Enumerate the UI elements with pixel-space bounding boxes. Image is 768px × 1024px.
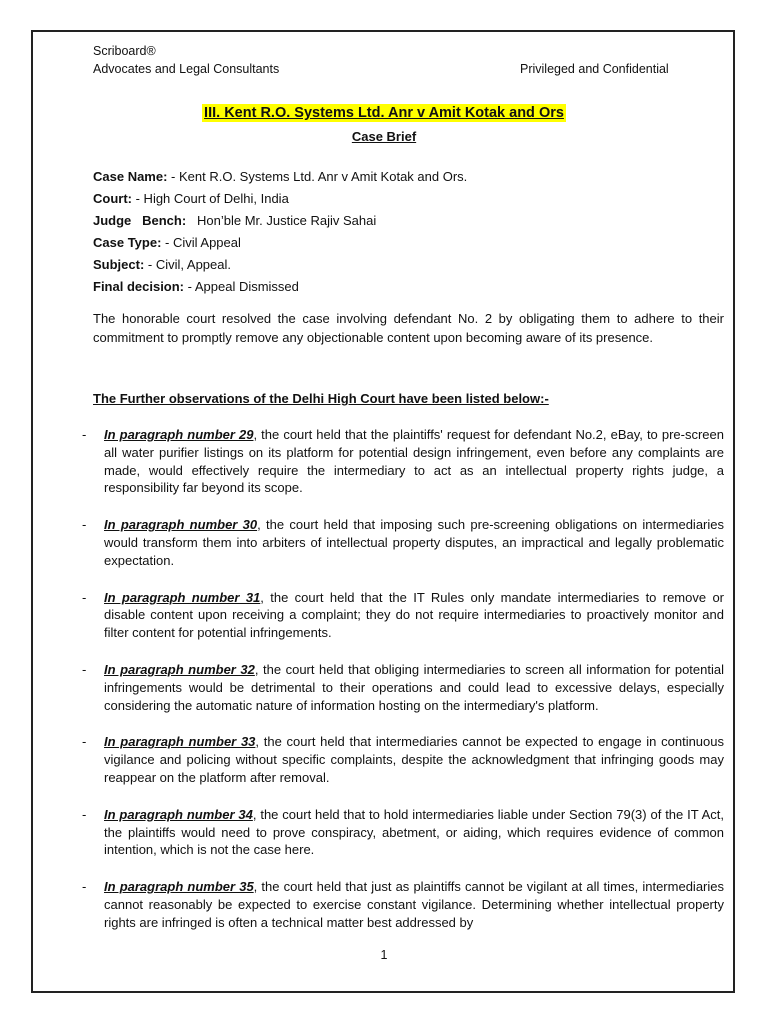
firm-name: Scriboard® [93, 44, 156, 58]
observation-item [33, 878, 733, 931]
bullet-dash: - [82, 589, 87, 605]
paragraph-reference: In paragraph number 33 [104, 734, 256, 750]
meta-label: Subject: [93, 257, 145, 272]
meta-value: Hon’ble Mr. Justice Rajiv Sahai [186, 213, 377, 228]
meta-value: - Civil, Appeal. [144, 257, 231, 272]
bullet-dash: - [82, 734, 87, 750]
paragraph-reference: In paragraph number 32 [104, 661, 255, 677]
meta-value: - Appeal Dismissed [184, 279, 299, 294]
observation-text: , the court held that intermediaries cannot be expected to engage in continuous vigilance and policing without specific complaints, despite the acknowledgment that infringing goods may reappear on the platform after removal. [104, 734, 725, 785]
page-number: 1 [380, 948, 388, 962]
observation-item [33, 426, 733, 497]
observation-text: , the court held that to hold intermediaries liable under Section 79(3) of the IT Act, the plaintiffs would need to prove conspiracy, abetment, or aiding, which requires evidence of common intention, which is not the case here. [104, 806, 724, 858]
observation-text: , the court held that just as plaintiffs cannot be vigilant at all times, intermediaries cannot reasonably be expected to exercise constant vigilance. Determining whether intellectual property rights are infringed is often a technical matter best addressed by [104, 879, 724, 930]
paragraph-reference: In paragraph number 34 [104, 806, 253, 822]
paragraph-reference: In paragraph number 31 [104, 589, 261, 605]
document-subtitle: Case Brief [351, 129, 417, 144]
confidentiality-label: Privileged and Confidential [520, 62, 669, 76]
meta-label: Judge Bench: [93, 213, 187, 228]
observation-item [33, 661, 733, 714]
meta-label: Case Name: [93, 169, 168, 184]
firm-tagline: Advocates and Legal Consultants [93, 62, 280, 76]
meta-label: Court: [93, 191, 132, 206]
observation-text: , the court held that the plaintiffs' request for defendant No.2, eBay, to pre-screen all water purifier listings on its platform for potential design infringement, even before any complaints are made, would effectively require the intermediary to act as an intellectual property rights judge, a responsibility far beyond its scope. [104, 427, 724, 496]
intro-paragraph: The honorable court resolved the case involving defendant No. 2 by obligating them to adhere to their commitment to promptly remove any objectionable content upon becoming aware of its presence. [93, 311, 724, 345]
observations-list [33, 426, 733, 944]
observations-heading: The Further observations of the Delhi High Court have been listed below:- [93, 391, 549, 406]
observation-item [33, 806, 733, 859]
paragraph-reference: In paragraph number 29 [104, 427, 254, 442]
observations-clip [33, 32, 733, 944]
observation-item [33, 733, 733, 786]
meta-label: Case Type: [93, 235, 162, 250]
meta-label: Final decision: [93, 279, 185, 294]
observation-text: , the court held that the IT Rules only mandate intermediaries to remove or disable content upon receiving a complaint; they do not require intermediaries to proactively monitor and filter content for potential infringements. [104, 589, 724, 641]
observation-text: , the court held that imposing such pre-screening obligations on intermediaries would transform them into arbiters of intellectual property disputes, an impractical and legally problematic expectation. [104, 517, 724, 568]
paragraph-reference: In paragraph number 35 [104, 879, 254, 895]
bullet-dash: - [82, 661, 87, 677]
bullet-dash: - [82, 879, 87, 895]
bullet-dash: - [82, 427, 87, 442]
observation-text: , the court held that obliging intermediaries to screen all information for potential infringements would be detrimental to their operations and could lead to excessive delays, especially considering the automatic nature of information hosting on the intermediary's platform. [104, 661, 724, 713]
meta-value: - High Court of Delhi, India [132, 191, 289, 206]
paragraph-reference: In paragraph number 30 [104, 517, 258, 533]
meta-value: - Civil Appeal [161, 235, 241, 250]
observation-item [33, 516, 733, 569]
bullet-dash: - [82, 517, 87, 533]
document-title-text: III. Kent R.O. Systems Ltd. Anr v Amit Kotak and Ors [204, 105, 564, 121]
meta-value: - Kent R.O. Systems Ltd. Anr v Amit Kotak and Ors. [167, 169, 468, 184]
bullet-dash: - [82, 806, 87, 822]
observation-item [33, 589, 733, 642]
